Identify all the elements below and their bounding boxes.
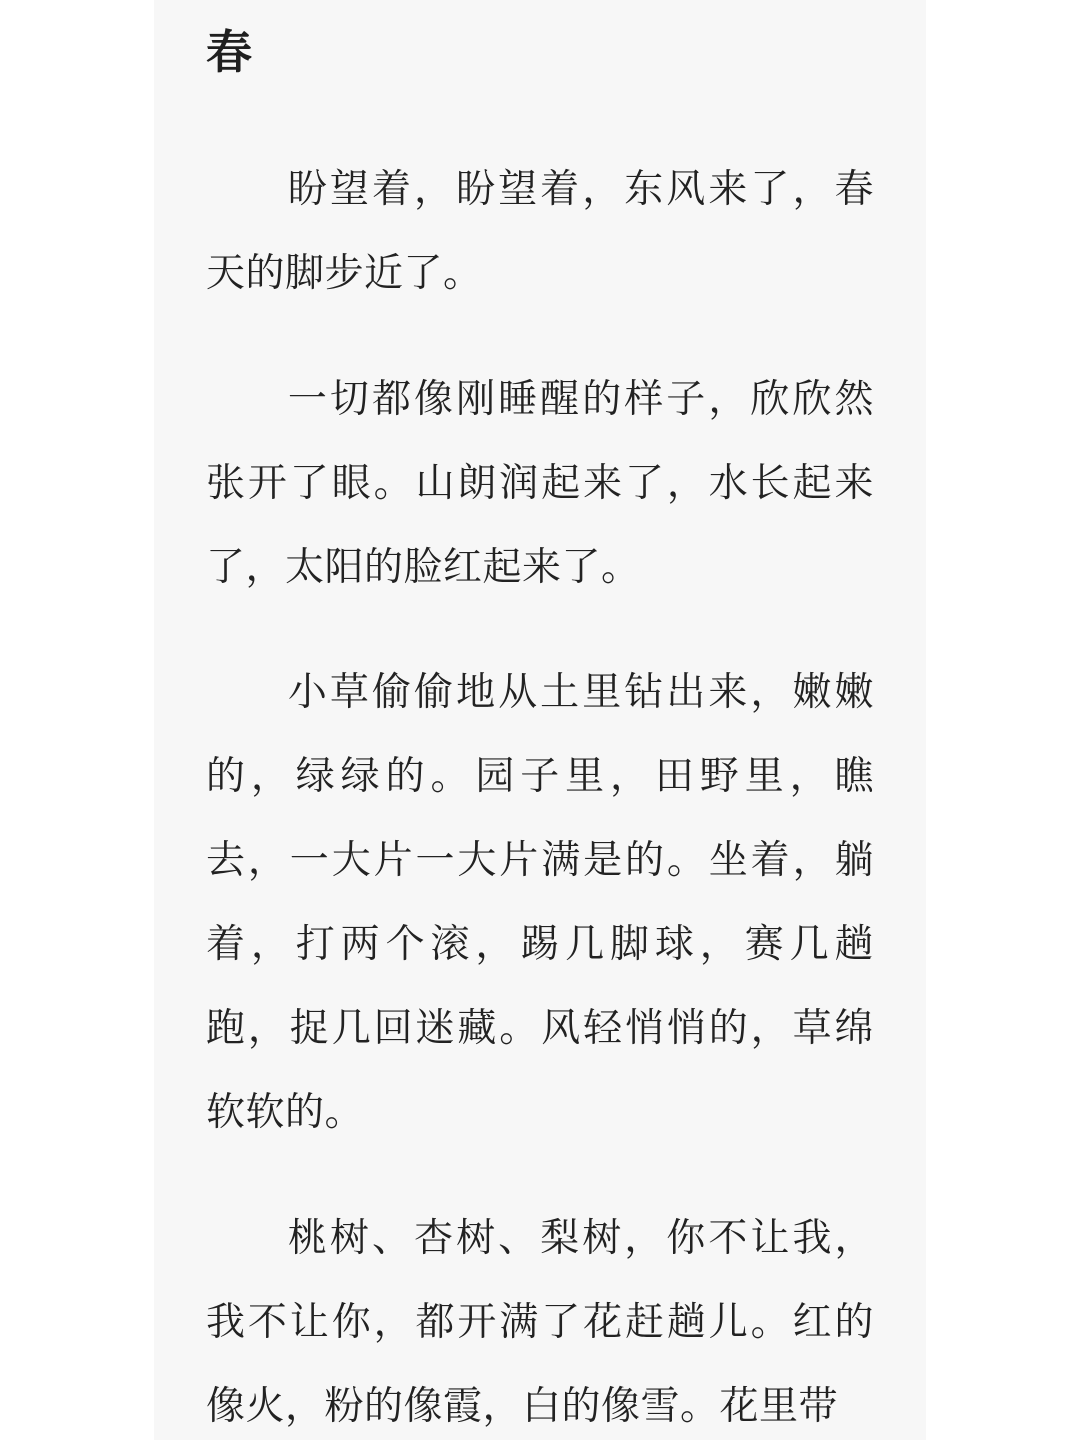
paragraph-4: 桃树、杏树、梨树，你不让我，我不让你，都开满了花赶趟儿。红的像火，粉的像霞，白的像雪。花里带 — [206, 1216, 874, 1429]
paragraph-1: 盼望着，盼望着，东风来了，春天的脚步近了。 — [206, 167, 874, 296]
document-page — [154, 0, 926, 1440]
paragraph-3: 小草偷偷地从土里钻出来，嫩嫩的，绿绿的。园子里，田野里，瞧去，一大片一大片满是的。坐着，躺着，打两个滚，踢几脚球，赛几趟跑，捉几回迷藏。风轻悄悄的，草绵软软的。 — [206, 670, 874, 1135]
article-title: 春 — [206, 25, 252, 79]
paragraph-2: 一切都像刚睡醒的样子，欣欣然张开了眼。山朗润起来了，水长起来了，太阳的脸红起来了。 — [206, 377, 874, 590]
